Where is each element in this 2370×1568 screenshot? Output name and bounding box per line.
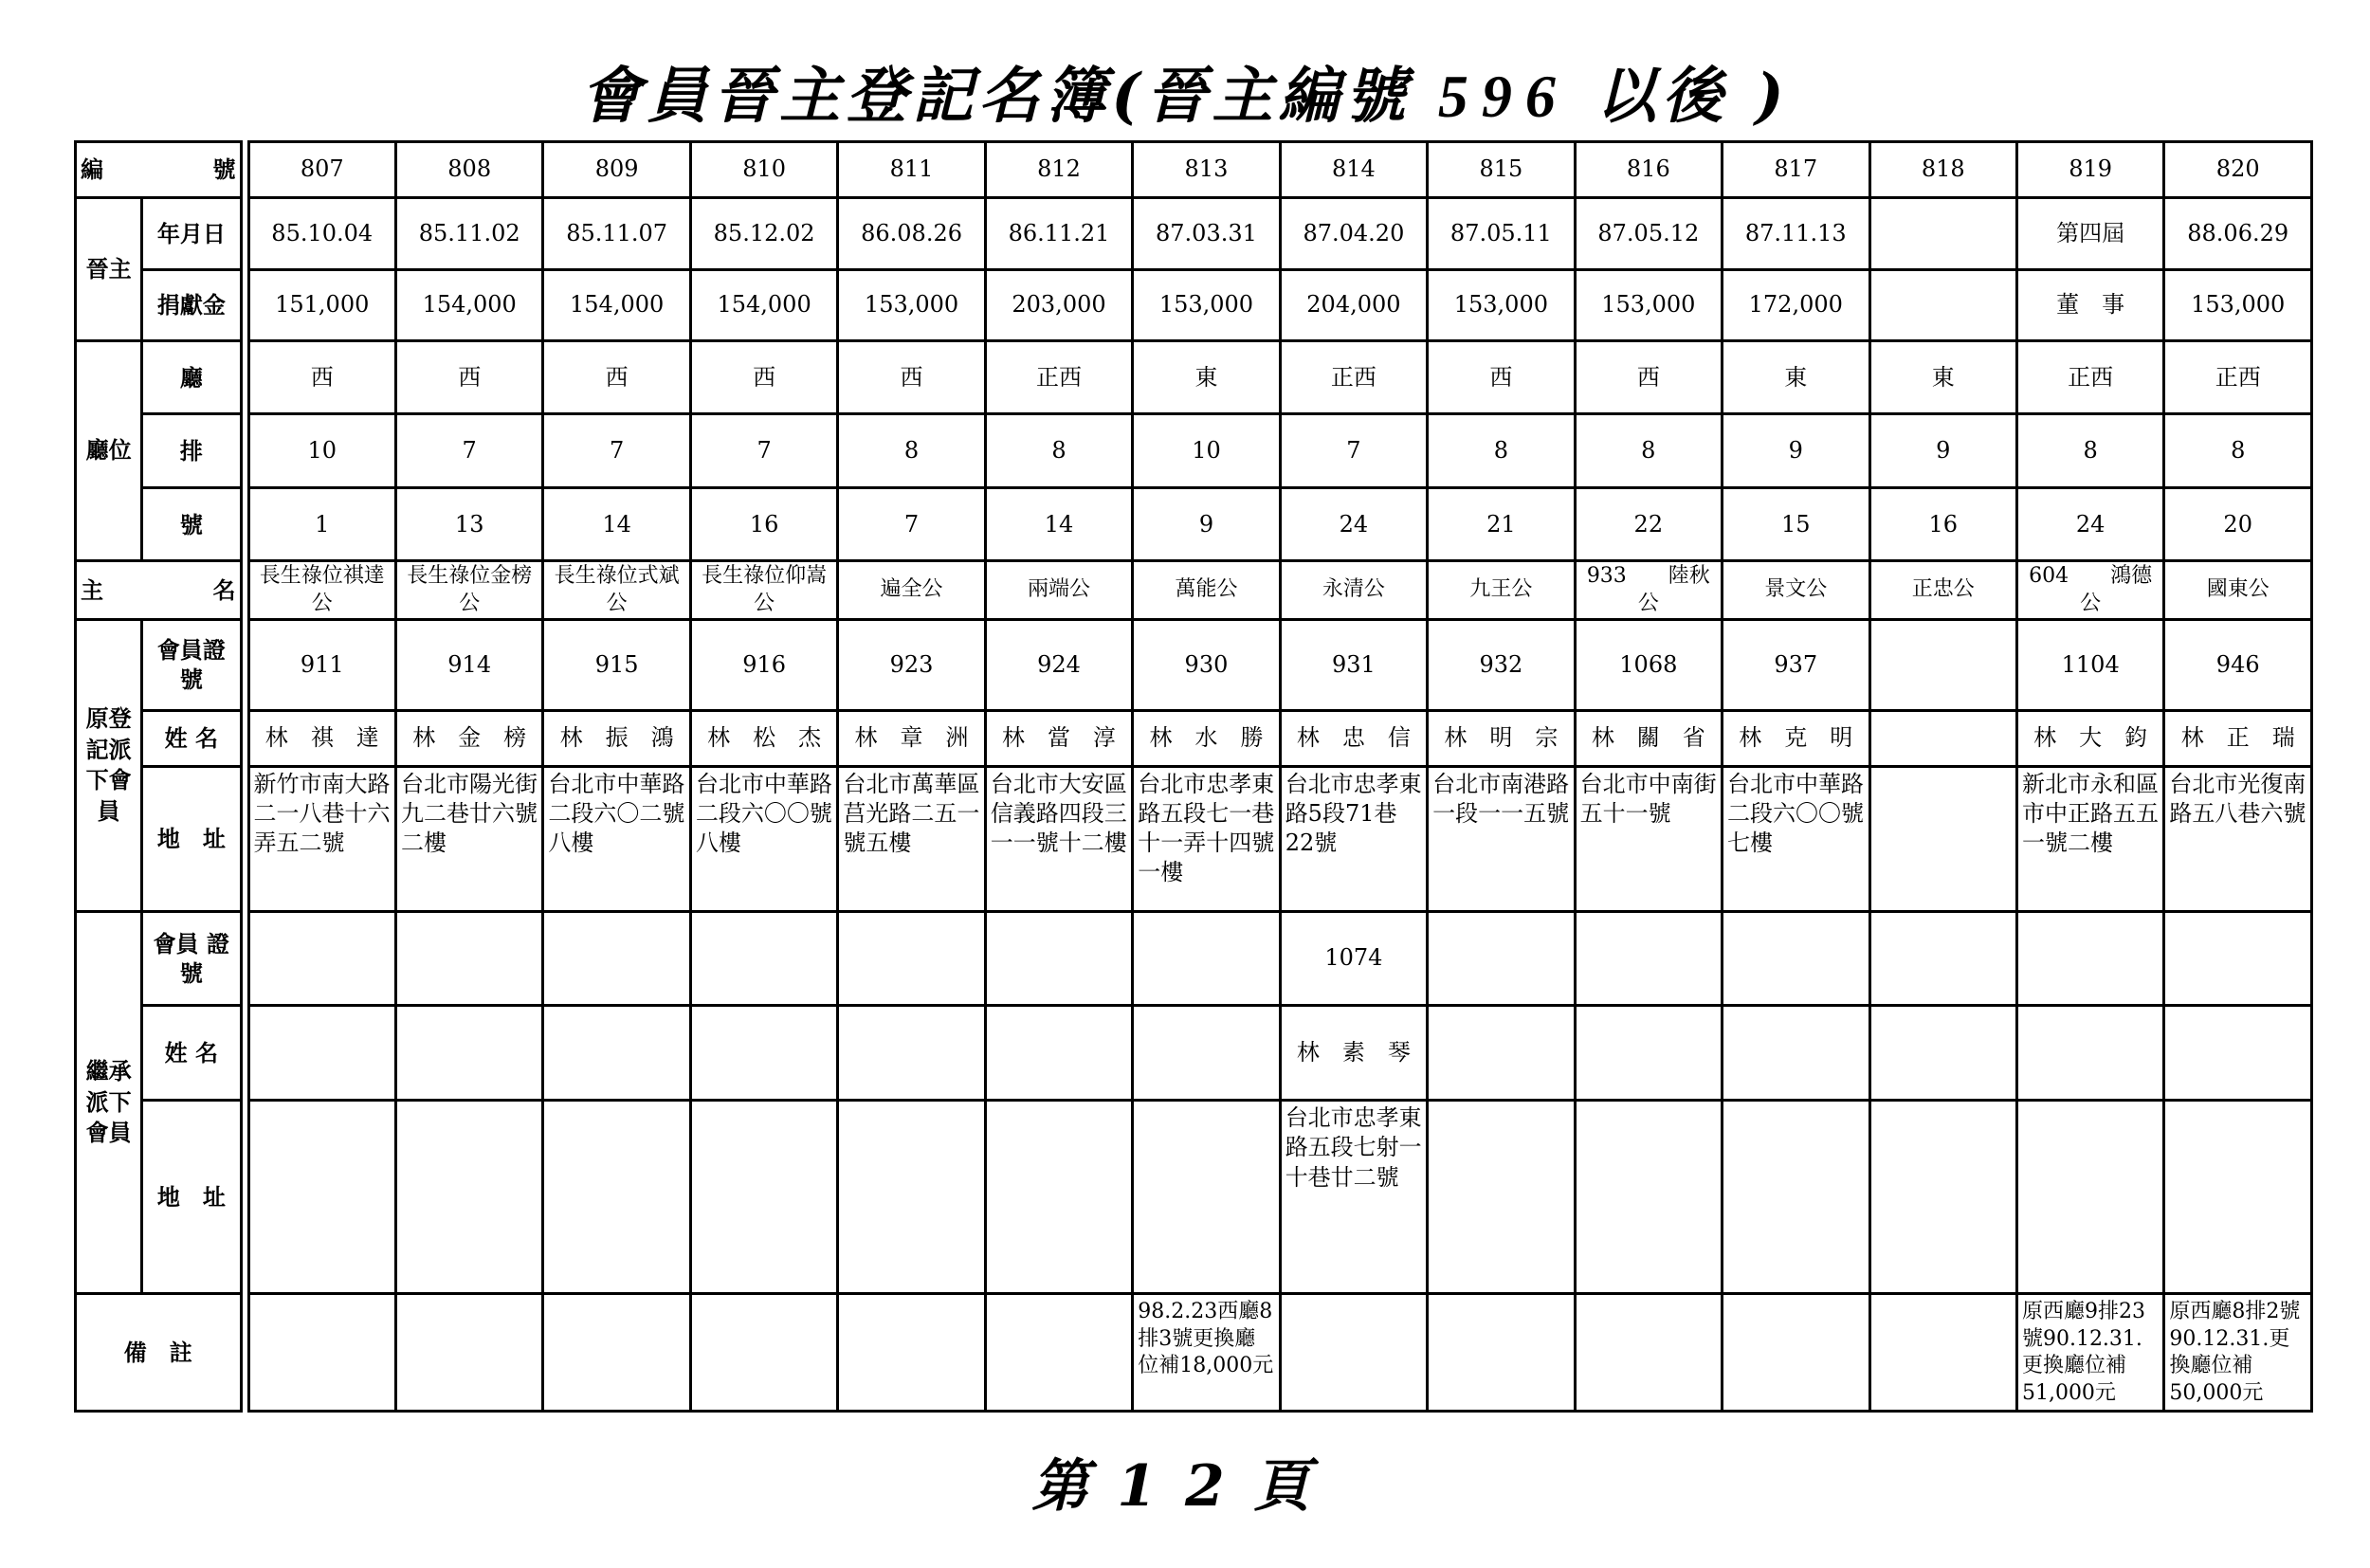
footer-number: 12 bbox=[1117, 1453, 1253, 1520]
title-text: 會員晉主登記名簿(晉主編號 bbox=[580, 61, 1438, 132]
hall-number-cell: 8 bbox=[2164, 414, 2312, 487]
seat-cell: 9 bbox=[1133, 487, 1280, 560]
number-cell: 814 bbox=[1280, 142, 1427, 198]
remarks-cell bbox=[1428, 1294, 1575, 1412]
registry-body bbox=[76, 142, 2312, 1412]
amount-cell: 153,000 bbox=[1428, 269, 1575, 340]
heir-name-cell bbox=[543, 1006, 690, 1101]
hall-cell: 正西 bbox=[985, 340, 1132, 413]
hall-number-cell: 9 bbox=[1869, 414, 2016, 487]
remarks-cell: 原西廳9排23號90.12.31.更換廳位補51,000元 bbox=[2016, 1294, 2163, 1412]
amount-row bbox=[76, 269, 2312, 340]
member-card-cell: 946 bbox=[2164, 619, 2312, 710]
member-name-cell: 林 水 勝 bbox=[1133, 710, 1280, 766]
hall-cell: 西 bbox=[248, 340, 395, 413]
seat-cell: 15 bbox=[1723, 487, 1869, 560]
heir-card-cell bbox=[395, 911, 542, 1006]
number-cell: 819 bbox=[2016, 142, 2163, 198]
hall-cell: 東 bbox=[1133, 340, 1280, 413]
seat-cell: 14 bbox=[543, 487, 690, 560]
member-card-cell: 930 bbox=[1133, 619, 1280, 710]
amount-cell: 董 事 bbox=[2016, 269, 2163, 340]
amount-cell: 153,000 bbox=[2164, 269, 2312, 340]
seat-cell: 24 bbox=[2016, 487, 2163, 560]
hall-number-cell: 8 bbox=[838, 414, 985, 487]
heir-address-cell bbox=[1133, 1101, 1280, 1294]
member-name-cell: 林 忠 信 bbox=[1280, 710, 1427, 766]
date-cell: 87.03.31 bbox=[1133, 198, 1280, 269]
heir-name-cell bbox=[838, 1006, 985, 1101]
title-number: 596 bbox=[1437, 63, 1569, 130]
date-cell: 87.05.11 bbox=[1428, 198, 1575, 269]
remarks-cell: 原西廳8排2號90.12.31.更換廳位補50,000元 bbox=[2164, 1294, 2312, 1412]
hall-number-cell: 7 bbox=[690, 414, 837, 487]
hall-number-cell: 8 bbox=[1428, 414, 1575, 487]
hall-number-cell: 10 bbox=[248, 414, 395, 487]
amount-cell: 154,000 bbox=[395, 269, 542, 340]
remarks-cell bbox=[838, 1294, 985, 1412]
member-address-cell bbox=[1869, 766, 2016, 911]
member-address-row bbox=[76, 766, 2312, 911]
heir-card-cell bbox=[2016, 911, 2163, 1006]
hall-number-cell: 8 bbox=[1575, 414, 1722, 487]
number-cell: 811 bbox=[838, 142, 985, 198]
page-footer bbox=[0, 1441, 2370, 1522]
heir-address-cell: 台北市忠孝東路五段七射一十巷廿二號 bbox=[1280, 1101, 1427, 1294]
member-address-cell: 台北市大安區信義路四段三一一號十二樓 bbox=[985, 766, 1132, 911]
row-label: 捐獻金 bbox=[142, 269, 241, 340]
member-card-cell: 1068 bbox=[1575, 619, 1722, 710]
tablet-name-cell: 長生祿位金榜公 bbox=[395, 561, 542, 619]
date-cell: 86.11.21 bbox=[985, 198, 1132, 269]
heir-address-cell bbox=[985, 1101, 1132, 1294]
hall-cell: 正西 bbox=[2164, 340, 2312, 413]
date-cell: 第四屆 bbox=[2016, 198, 2163, 269]
member-card-cell: 923 bbox=[838, 619, 985, 710]
member-address-cell: 台北市中南街五十一號 bbox=[1575, 766, 1722, 911]
tablet-name-cell: 長生祿位祺達公 bbox=[248, 561, 395, 619]
member-name-cell: 林 大 鈞 bbox=[2016, 710, 2163, 766]
heir-name-cell bbox=[690, 1006, 837, 1101]
number-cell: 810 bbox=[690, 142, 837, 198]
hall-cell: 西 bbox=[395, 340, 542, 413]
remarks-cell bbox=[395, 1294, 542, 1412]
number-cell: 820 bbox=[2164, 142, 2312, 198]
seat-cell: 1 bbox=[248, 487, 395, 560]
remarks-cell bbox=[543, 1294, 690, 1412]
amount-cell: 203,000 bbox=[985, 269, 1132, 340]
tablet-name-cell: 永清公 bbox=[1280, 561, 1427, 619]
heir-card-cell bbox=[838, 911, 985, 1006]
row-label: 廳 bbox=[142, 340, 241, 413]
heir-name-cell bbox=[1575, 1006, 1722, 1101]
tablet-name-cell: 景文公 bbox=[1723, 561, 1869, 619]
hall-number-cell: 7 bbox=[543, 414, 690, 487]
hall-cell: 東 bbox=[1723, 340, 1869, 413]
seat-cell: 13 bbox=[395, 487, 542, 560]
hall-row-number bbox=[76, 414, 2312, 487]
row-label: 姓 名 bbox=[142, 1006, 241, 1101]
tablet-name-cell: 長生祿位式斌公 bbox=[543, 561, 690, 619]
amount-cell: 204,000 bbox=[1280, 269, 1427, 340]
number-cell: 807 bbox=[248, 142, 395, 198]
heir-address-cell bbox=[1428, 1101, 1575, 1294]
footer-suffix: 頁 bbox=[1252, 1453, 1339, 1520]
heir-name-cell bbox=[1428, 1006, 1575, 1101]
remarks-cell bbox=[1575, 1294, 1722, 1412]
remarks-cell bbox=[1723, 1294, 1869, 1412]
tablet-name-row bbox=[76, 561, 2312, 619]
seat-cell: 21 bbox=[1428, 487, 1575, 560]
date-cell: 88.06.29 bbox=[2164, 198, 2312, 269]
member-card-cell: 932 bbox=[1428, 619, 1575, 710]
hall-number-cell: 7 bbox=[1280, 414, 1427, 487]
member-name-cell: 林 關 省 bbox=[1575, 710, 1722, 766]
heir-name-cell bbox=[248, 1006, 395, 1101]
footer-prefix: 第 bbox=[1031, 1453, 1118, 1520]
seat-cell: 22 bbox=[1575, 487, 1722, 560]
member-address-cell: 台北市中華路二段六〇〇號七樓 bbox=[1723, 766, 1869, 911]
number-cell: 808 bbox=[395, 142, 542, 198]
member-name-cell: 林 金 榜 bbox=[395, 710, 542, 766]
member-card-cell: 915 bbox=[543, 619, 690, 710]
column-separator bbox=[241, 142, 248, 1412]
heir-card-cell bbox=[248, 911, 395, 1006]
heir-name-cell bbox=[2164, 1006, 2312, 1101]
hall-number-cell: 8 bbox=[2016, 414, 2163, 487]
seat-cell: 7 bbox=[838, 487, 985, 560]
date-cell: 87.05.12 bbox=[1575, 198, 1722, 269]
row-label: 晉主 bbox=[76, 198, 142, 341]
hall-number-cell: 7 bbox=[395, 414, 542, 487]
member-card-cell: 914 bbox=[395, 619, 542, 710]
amount-cell: 151,000 bbox=[248, 269, 395, 340]
heir-address-cell bbox=[395, 1101, 542, 1294]
member-name-cell: 林 章 洲 bbox=[838, 710, 985, 766]
row-label: 主 名 bbox=[76, 561, 242, 619]
member-address-cell: 台北市忠孝東路五段七一巷十一弄十四號一樓 bbox=[1133, 766, 1280, 911]
member-address-cell: 台北市光復南路五八巷六號 bbox=[2164, 766, 2312, 911]
member-address-cell: 新竹市南大路二一八巷十六弄五二號 bbox=[248, 766, 395, 911]
amount-cell bbox=[1869, 269, 2016, 340]
date-cell: 87.11.13 bbox=[1723, 198, 1869, 269]
date-cell bbox=[1869, 198, 2016, 269]
heir-card-row bbox=[76, 911, 2312, 1006]
hall-cell: 東 bbox=[1869, 340, 2016, 413]
tablet-name-cell: 國東公 bbox=[2164, 561, 2312, 619]
heir-card-cell bbox=[1133, 911, 1280, 1006]
member-card-cell: 911 bbox=[248, 619, 395, 710]
heir-card-cell bbox=[1723, 911, 1869, 1006]
hall-row bbox=[76, 340, 2312, 413]
heir-address-cell bbox=[248, 1101, 395, 1294]
member-address-cell: 台北市萬華區莒光路二五一號五樓 bbox=[838, 766, 985, 911]
member-name-cell: 林 振 鴻 bbox=[543, 710, 690, 766]
row-label: 會員證號 bbox=[142, 619, 241, 710]
row-label: 會員 證號 bbox=[142, 911, 241, 1006]
heir-address-cell bbox=[1575, 1101, 1722, 1294]
tablet-name-cell: 萬能公 bbox=[1133, 561, 1280, 619]
member-card-cell: 916 bbox=[690, 619, 837, 710]
heir-card-cell bbox=[1869, 911, 2016, 1006]
heir-name-cell: 林 素 琴 bbox=[1280, 1006, 1427, 1101]
heir-card-cell bbox=[543, 911, 690, 1006]
hall-number-cell: 9 bbox=[1723, 414, 1869, 487]
heir-address-row bbox=[76, 1101, 2312, 1294]
seat-cell: 16 bbox=[1869, 487, 2016, 560]
remarks-cell bbox=[1280, 1294, 1427, 1412]
seat-cell: 20 bbox=[2164, 487, 2312, 560]
date-cell: 85.11.02 bbox=[395, 198, 542, 269]
heir-name-cell bbox=[985, 1006, 1132, 1101]
heir-name-cell bbox=[1133, 1006, 1280, 1101]
heir-card-cell bbox=[2164, 911, 2312, 1006]
hall-cell: 正西 bbox=[2016, 340, 2163, 413]
amount-cell: 153,000 bbox=[1133, 269, 1280, 340]
number-row bbox=[76, 142, 2312, 198]
member-card-cell: 937 bbox=[1723, 619, 1869, 710]
hall-number-cell: 10 bbox=[1133, 414, 1280, 487]
amount-cell: 154,000 bbox=[690, 269, 837, 340]
heir-address-cell bbox=[690, 1101, 837, 1294]
heir-name-row bbox=[76, 1006, 2312, 1101]
amount-cell: 154,000 bbox=[543, 269, 690, 340]
heir-card-cell bbox=[985, 911, 1132, 1006]
remarks-cell bbox=[985, 1294, 1132, 1412]
number-cell: 818 bbox=[1869, 142, 2016, 198]
remarks-cell bbox=[690, 1294, 837, 1412]
heir-address-cell bbox=[2164, 1101, 2312, 1294]
member-name-cell: 林 正 瑞 bbox=[2164, 710, 2312, 766]
hall-cell: 西 bbox=[838, 340, 985, 413]
hall-cell: 西 bbox=[690, 340, 837, 413]
remarks-row bbox=[76, 1294, 2312, 1412]
row-label: 原登記派下會員 bbox=[76, 619, 142, 911]
tablet-name-cell: 長生祿位仰嵩公 bbox=[690, 561, 837, 619]
member-address-cell: 新北市永和區市中正路五五一號二樓 bbox=[2016, 766, 2163, 911]
member-address-cell: 台北市南港路一段一一五號 bbox=[1428, 766, 1575, 911]
row-label: 編 號 bbox=[76, 142, 242, 198]
heir-name-cell bbox=[1869, 1006, 2016, 1101]
tablet-name-cell: 遍全公 bbox=[838, 561, 985, 619]
heir-name-cell bbox=[2016, 1006, 2163, 1101]
tablet-name-cell: 604 鴻德公 bbox=[2016, 561, 2163, 619]
row-label: 姓 名 bbox=[142, 710, 241, 766]
member-card-cell: 931 bbox=[1280, 619, 1427, 710]
number-cell: 815 bbox=[1428, 142, 1575, 198]
amount-cell: 172,000 bbox=[1723, 269, 1869, 340]
member-card-cell bbox=[1869, 619, 2016, 710]
member-address-cell: 台北市中華路二段六〇〇號八樓 bbox=[690, 766, 837, 911]
number-cell: 813 bbox=[1133, 142, 1280, 198]
row-label: 地 址 bbox=[142, 766, 241, 911]
date-row bbox=[76, 198, 2312, 269]
registry-sheet bbox=[74, 140, 2313, 1413]
member-address-cell: 台北市忠孝東路5段71巷22號 bbox=[1280, 766, 1427, 911]
row-label: 號 bbox=[142, 487, 241, 560]
number-cell: 809 bbox=[543, 142, 690, 198]
heir-name-cell bbox=[1723, 1006, 1869, 1101]
page-title bbox=[0, 47, 2370, 135]
member-name-cell: 林 克 明 bbox=[1723, 710, 1869, 766]
member-name-cell: 林 松 杰 bbox=[690, 710, 837, 766]
heir-address-cell bbox=[2016, 1101, 2163, 1294]
heir-card-cell bbox=[1428, 911, 1575, 1006]
heir-card-cell bbox=[690, 911, 837, 1006]
hall-cell: 西 bbox=[1428, 340, 1575, 413]
number-cell: 816 bbox=[1575, 142, 1722, 198]
member-name-cell: 林 明 宗 bbox=[1428, 710, 1575, 766]
date-cell: 85.12.02 bbox=[690, 198, 837, 269]
remarks-cell bbox=[1869, 1294, 2016, 1412]
row-label: 排 bbox=[142, 414, 241, 487]
heir-address-cell bbox=[1723, 1101, 1869, 1294]
member-address-cell: 台北市中華路二段六〇二號八樓 bbox=[543, 766, 690, 911]
member-card-row bbox=[76, 619, 2312, 710]
seat-row bbox=[76, 487, 2312, 560]
date-cell: 85.11.07 bbox=[543, 198, 690, 269]
tablet-name-cell: 933 陸秋公 bbox=[1575, 561, 1722, 619]
member-card-cell: 924 bbox=[985, 619, 1132, 710]
row-label: 備 註 bbox=[76, 1294, 242, 1412]
row-label: 年月日 bbox=[142, 198, 241, 269]
member-address-cell: 台北市陽光街九二巷廿六號二樓 bbox=[395, 766, 542, 911]
row-label: 地 址 bbox=[142, 1101, 241, 1294]
heir-card-cell: 1074 bbox=[1280, 911, 1427, 1006]
heir-card-cell bbox=[1575, 911, 1722, 1006]
seat-cell: 24 bbox=[1280, 487, 1427, 560]
row-label: 繼承派下會員 bbox=[76, 911, 142, 1294]
amount-cell: 153,000 bbox=[1575, 269, 1722, 340]
heir-address-cell bbox=[1869, 1101, 2016, 1294]
member-name-row bbox=[76, 710, 2312, 766]
heir-address-cell bbox=[543, 1101, 690, 1294]
tablet-name-cell: 九王公 bbox=[1428, 561, 1575, 619]
number-cell: 817 bbox=[1723, 142, 1869, 198]
member-name-cell: 林 當 淳 bbox=[985, 710, 1132, 766]
hall-cell: 西 bbox=[1575, 340, 1722, 413]
seat-cell: 16 bbox=[690, 487, 837, 560]
member-card-cell: 1104 bbox=[2016, 619, 2163, 710]
seat-cell: 14 bbox=[985, 487, 1132, 560]
remarks-cell bbox=[248, 1294, 395, 1412]
number-cell: 812 bbox=[985, 142, 1132, 198]
member-name-cell bbox=[1869, 710, 2016, 766]
title-tail: 以後 ) bbox=[1568, 61, 1790, 132]
date-cell: 85.10.04 bbox=[248, 198, 395, 269]
heir-address-cell bbox=[838, 1101, 985, 1294]
date-cell: 87.04.20 bbox=[1280, 198, 1427, 269]
date-cell: 86.08.26 bbox=[838, 198, 985, 269]
amount-cell: 153,000 bbox=[838, 269, 985, 340]
hall-cell: 正西 bbox=[1280, 340, 1427, 413]
tablet-name-cell: 正忠公 bbox=[1869, 561, 2016, 619]
hall-number-cell: 8 bbox=[985, 414, 1132, 487]
member-name-cell: 林 祺 達 bbox=[248, 710, 395, 766]
remarks-cell: 98.2.23西廳8排3號更換廳位補18,000元 bbox=[1133, 1294, 1280, 1412]
hall-cell: 西 bbox=[543, 340, 690, 413]
heir-name-cell bbox=[395, 1006, 542, 1101]
row-label: 廳位 bbox=[76, 340, 142, 560]
tablet-name-cell: 兩端公 bbox=[985, 561, 1132, 619]
registry-table bbox=[74, 140, 2313, 1413]
